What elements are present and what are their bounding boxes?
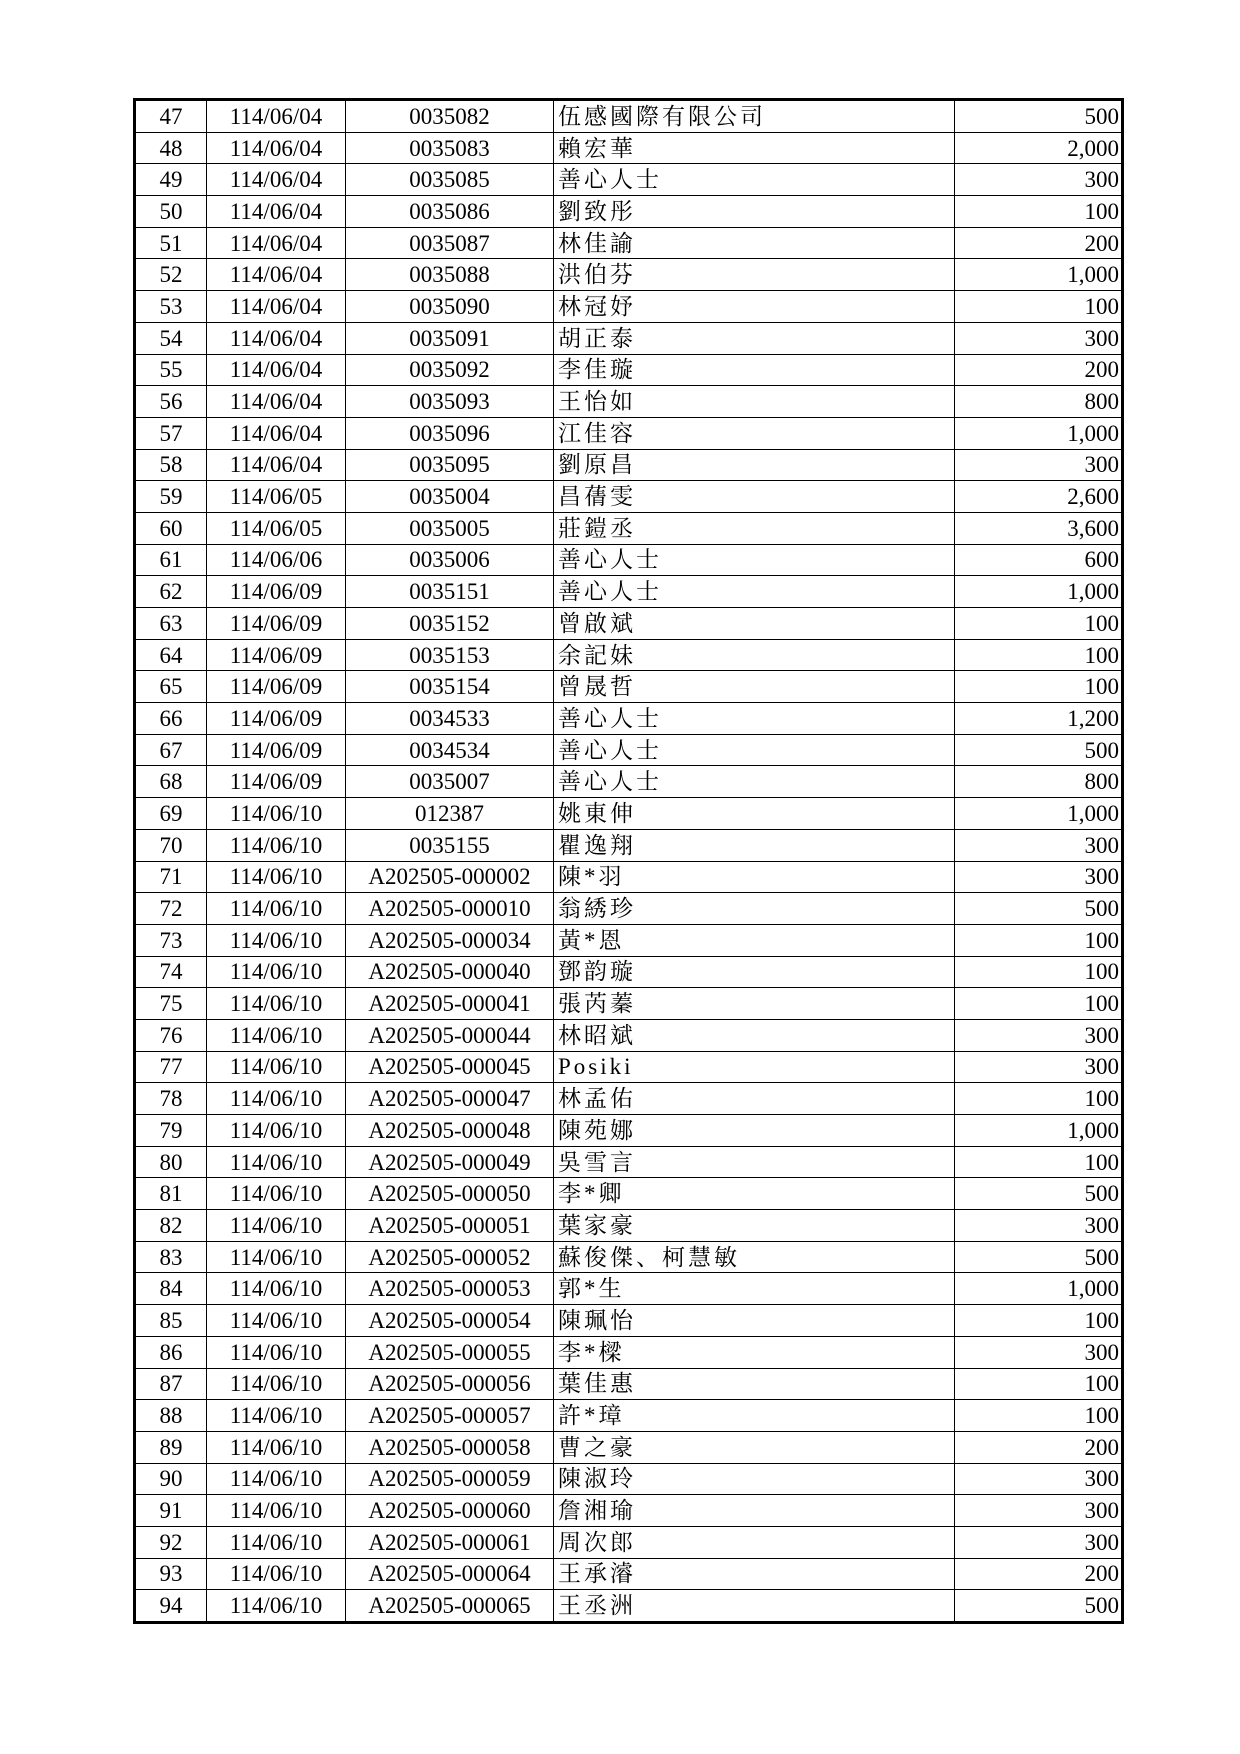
donation-amount: 100 [955,1305,1123,1337]
receipt-number: A202505-000052 [346,1241,554,1273]
donation-date: 114/06/10 [207,1526,346,1558]
row-number: 77 [135,1051,207,1083]
donation-amount: 800 [955,766,1123,798]
row-number: 93 [135,1558,207,1590]
donation-date: 114/06/10 [207,1241,346,1273]
table-row [135,956,1123,988]
row-number: 74 [135,956,207,988]
receipt-number: 0035087 [346,227,554,259]
row-number: 69 [135,798,207,830]
table-row [135,132,1123,164]
donation-date: 114/06/09 [207,608,346,640]
receipt-number: A202505-000040 [346,956,554,988]
donation-date: 114/06/10 [207,1558,346,1590]
donation-date: 114/06/10 [207,1083,346,1115]
receipt-number: A202505-000045 [346,1051,554,1083]
donor-name: 善心人士 [554,734,955,766]
table-row [135,1590,1123,1623]
table-row [135,544,1123,576]
donation-date: 114/06/04 [207,354,346,386]
donor-name: 鄧韵璇 [554,956,955,988]
donation-date: 114/06/10 [207,1146,346,1178]
donation-date: 114/06/10 [207,1590,346,1623]
row-number: 66 [135,703,207,735]
table-row [135,703,1123,735]
donor-name: 林冠妤 [554,291,955,323]
donation-amount: 300 [955,861,1123,893]
donor-name: 曾晟哲 [554,671,955,703]
receipt-number: 0035007 [346,766,554,798]
donation-date: 114/06/09 [207,671,346,703]
receipt-number: A202505-000061 [346,1526,554,1558]
receipt-number: A202505-000041 [346,988,554,1020]
donor-name: 陳苑娜 [554,1115,955,1147]
donor-name: 林孟佑 [554,1083,955,1115]
receipt-number: A202505-000058 [346,1431,554,1463]
donation-date: 114/06/10 [207,1305,346,1337]
donation-amount: 2,600 [955,481,1123,513]
receipt-number: 0035093 [346,386,554,418]
donation-date: 114/06/04 [207,386,346,418]
receipt-number: 0035090 [346,291,554,323]
donor-name: 昌蒨雯 [554,481,955,513]
receipt-number: 0034534 [346,734,554,766]
row-number: 49 [135,164,207,196]
row-number: 80 [135,1146,207,1178]
donation-date: 114/06/10 [207,1273,346,1305]
donor-name: 翁綉珍 [554,893,955,925]
donor-name: 李*卿 [554,1178,955,1210]
row-number: 78 [135,1083,207,1115]
receipt-number: 0035096 [346,417,554,449]
receipt-number: 0035155 [346,829,554,861]
row-number: 57 [135,417,207,449]
donor-name: 姚東伸 [554,798,955,830]
table-row [135,449,1123,481]
donation-amount: 100 [955,1368,1123,1400]
row-number: 61 [135,544,207,576]
receipt-number: A202505-000049 [346,1146,554,1178]
receipt-number: A202505-000047 [346,1083,554,1115]
receipt-number: A202505-000056 [346,1368,554,1400]
receipt-number: 0035085 [346,164,554,196]
table-row [135,1178,1123,1210]
donation-amount: 500 [955,734,1123,766]
row-number: 79 [135,1115,207,1147]
donation-amount: 1,000 [955,1273,1123,1305]
table-row [135,164,1123,196]
donation-date: 114/06/04 [207,449,346,481]
donation-date: 114/06/04 [207,417,346,449]
row-number: 68 [135,766,207,798]
donation-amount: 200 [955,1558,1123,1590]
donation-amount: 300 [955,1210,1123,1242]
donation-amount: 1,000 [955,259,1123,291]
donation-amount: 300 [955,829,1123,861]
table-row [135,1463,1123,1495]
donor-name: 善心人士 [554,703,955,735]
donation-date: 114/06/04 [207,291,346,323]
receipt-number: 0035091 [346,322,554,354]
row-number: 65 [135,671,207,703]
table-row [135,1431,1123,1463]
row-number: 64 [135,639,207,671]
donation-date: 114/06/09 [207,576,346,608]
donation-date: 114/06/10 [207,956,346,988]
table-row [135,1083,1123,1115]
receipt-number: A202505-000002 [346,861,554,893]
donor-name: 林昭斌 [554,1019,955,1051]
table-row [135,639,1123,671]
donation-date: 114/06/10 [207,1336,346,1368]
table-row [135,734,1123,766]
donation-table-body [135,100,1123,1623]
table-row [135,1210,1123,1242]
donation-date: 114/06/09 [207,766,346,798]
table-row [135,386,1123,418]
donor-name: 陳珮怡 [554,1305,955,1337]
donor-name: 善心人士 [554,164,955,196]
donor-name: 胡正泰 [554,322,955,354]
receipt-number: 0035004 [346,481,554,513]
row-number: 70 [135,829,207,861]
donation-amount: 1,000 [955,576,1123,608]
donor-name: 黃*恩 [554,924,955,956]
table-row [135,1305,1123,1337]
table-row [135,1400,1123,1432]
donation-date: 114/06/10 [207,1178,346,1210]
donation-date: 114/06/10 [207,1431,346,1463]
donation-date: 114/06/10 [207,1400,346,1432]
receipt-number: A202505-000055 [346,1336,554,1368]
table-row [135,576,1123,608]
donor-name: 林佳諭 [554,227,955,259]
row-number: 47 [135,100,207,133]
row-number: 53 [135,291,207,323]
receipt-number: 0035083 [346,132,554,164]
table-row [135,766,1123,798]
donation-amount: 100 [955,988,1123,1020]
receipt-number: 0035154 [346,671,554,703]
row-number: 88 [135,1400,207,1432]
row-number: 51 [135,227,207,259]
donor-name: 王怡如 [554,386,955,418]
donation-amount: 200 [955,354,1123,386]
table-row [135,512,1123,544]
donation-amount: 100 [955,924,1123,956]
donation-amount: 300 [955,449,1123,481]
donation-amount: 3,600 [955,512,1123,544]
donor-name: 善心人士 [554,576,955,608]
row-number: 83 [135,1241,207,1273]
receipt-number: A202505-000054 [346,1305,554,1337]
receipt-number: 0035088 [346,259,554,291]
table-row [135,481,1123,513]
donation-amount: 100 [955,956,1123,988]
receipt-number: A202505-000053 [346,1273,554,1305]
donor-name: 王丞洲 [554,1590,955,1623]
donation-amount: 200 [955,227,1123,259]
receipt-number: 0035092 [346,354,554,386]
donation-date: 114/06/10 [207,1463,346,1495]
row-number: 56 [135,386,207,418]
receipt-number: 0035151 [346,576,554,608]
receipt-number: A202505-000048 [346,1115,554,1147]
donor-name: 曹之豪 [554,1431,955,1463]
donation-date: 114/06/04 [207,132,346,164]
donation-amount: 100 [955,608,1123,640]
donation-amount: 100 [955,671,1123,703]
row-number: 60 [135,512,207,544]
receipt-number: A202505-000059 [346,1463,554,1495]
row-number: 73 [135,924,207,956]
table-row [135,1019,1123,1051]
donation-amount: 300 [955,1495,1123,1527]
donation-amount: 500 [955,1241,1123,1273]
donation-amount: 300 [955,1463,1123,1495]
table-row [135,1336,1123,1368]
row-number: 71 [135,861,207,893]
table-row [135,861,1123,893]
table-row [135,196,1123,228]
receipt-number: 0035095 [346,449,554,481]
row-number: 94 [135,1590,207,1623]
row-number: 81 [135,1178,207,1210]
row-number: 76 [135,1019,207,1051]
row-number: 63 [135,608,207,640]
row-number: 67 [135,734,207,766]
donor-name: 葉家豪 [554,1210,955,1242]
row-number: 82 [135,1210,207,1242]
receipt-number: A202505-000065 [346,1590,554,1623]
donor-name: 蘇俊傑、柯慧敏 [554,1241,955,1273]
receipt-number: 012387 [346,798,554,830]
donation-amount: 1,200 [955,703,1123,735]
table-row [135,227,1123,259]
donor-name: 葉佳惠 [554,1368,955,1400]
row-number: 91 [135,1495,207,1527]
donation-date: 114/06/10 [207,1051,346,1083]
table-row [135,1558,1123,1590]
receipt-number: A202505-000010 [346,893,554,925]
donation-date: 114/06/05 [207,481,346,513]
receipt-number: A202505-000051 [346,1210,554,1242]
table-row [135,988,1123,1020]
row-number: 85 [135,1305,207,1337]
donor-name: 陳淑玲 [554,1463,955,1495]
donation-date: 114/06/05 [207,512,346,544]
donor-name: 莊鎧丞 [554,512,955,544]
donation-amount: 1,000 [955,1115,1123,1147]
donation-amount: 100 [955,1400,1123,1432]
row-number: 86 [135,1336,207,1368]
donation-amount: 300 [955,1019,1123,1051]
row-number: 90 [135,1463,207,1495]
donation-date: 114/06/10 [207,1495,346,1527]
donation-date: 114/06/10 [207,861,346,893]
donation-amount: 300 [955,1051,1123,1083]
table-row [135,322,1123,354]
receipt-number: 0035005 [346,512,554,544]
donor-name: 江佳容 [554,417,955,449]
receipt-number: 0035086 [346,196,554,228]
receipt-number: 0035152 [346,608,554,640]
donation-date: 114/06/09 [207,703,346,735]
row-number: 58 [135,449,207,481]
donation-amount: 500 [955,1590,1123,1623]
donor-name: Posiki [554,1051,955,1083]
table-row [135,1115,1123,1147]
table-row [135,924,1123,956]
donation-amount: 300 [955,1526,1123,1558]
table-row [135,354,1123,386]
donation-amount: 300 [955,322,1123,354]
donation-date: 114/06/10 [207,924,346,956]
table-row [135,1368,1123,1400]
donation-date: 114/06/10 [207,798,346,830]
table-row [135,100,1123,133]
donation-amount: 100 [955,291,1123,323]
donation-date: 114/06/10 [207,1368,346,1400]
donor-name: 張芮蓁 [554,988,955,1020]
donor-name: 洪伯芬 [554,259,955,291]
donation-amount: 300 [955,1336,1123,1368]
donation-amount: 500 [955,1178,1123,1210]
donor-name: 陳*羽 [554,861,955,893]
row-number: 55 [135,354,207,386]
receipt-number: A202505-000064 [346,1558,554,1590]
receipt-number: A202505-000034 [346,924,554,956]
row-number: 50 [135,196,207,228]
donor-name: 善心人士 [554,544,955,576]
row-number: 75 [135,988,207,1020]
donor-name: 吳雪言 [554,1146,955,1178]
row-number: 62 [135,576,207,608]
receipt-number: 0035153 [346,639,554,671]
row-number: 84 [135,1273,207,1305]
donor-name: 曾啟斌 [554,608,955,640]
row-number: 72 [135,893,207,925]
table-row [135,671,1123,703]
donation-date: 114/06/04 [207,259,346,291]
row-number: 48 [135,132,207,164]
donation-amount: 800 [955,386,1123,418]
donation-date: 114/06/10 [207,1210,346,1242]
receipt-number: 0035006 [346,544,554,576]
table-row [135,829,1123,861]
row-number: 92 [135,1526,207,1558]
donation-date: 114/06/09 [207,639,346,671]
donation-date: 114/06/10 [207,829,346,861]
receipt-number: 0034533 [346,703,554,735]
receipt-number: A202505-000060 [346,1495,554,1527]
donor-name: 劉致彤 [554,196,955,228]
donation-date: 114/06/10 [207,1115,346,1147]
donor-name: 瞿逸翔 [554,829,955,861]
table-row [135,608,1123,640]
receipt-number: 0035082 [346,100,554,133]
donation-date: 114/06/10 [207,893,346,925]
table-row [135,1526,1123,1558]
donation-date: 114/06/04 [207,100,346,133]
row-number: 52 [135,259,207,291]
donation-amount: 200 [955,1431,1123,1463]
donor-name: 王承濬 [554,1558,955,1590]
donor-name: 詹湘瑜 [554,1495,955,1527]
donor-name: 李*樑 [554,1336,955,1368]
row-number: 59 [135,481,207,513]
donor-name: 郭*生 [554,1273,955,1305]
table-row [135,417,1123,449]
donor-name: 伍感國際有限公司 [554,100,955,133]
receipt-number: A202505-000057 [346,1400,554,1432]
receipt-number: A202505-000044 [346,1019,554,1051]
donor-name: 周次郎 [554,1526,955,1558]
table-row [135,1051,1123,1083]
donation-amount: 2,000 [955,132,1123,164]
row-number: 87 [135,1368,207,1400]
table-row [135,1146,1123,1178]
donor-name: 李佳璇 [554,354,955,386]
donation-date: 114/06/10 [207,988,346,1020]
receipt-number: A202505-000050 [346,1178,554,1210]
donation-date: 114/06/10 [207,1019,346,1051]
donor-name: 善心人士 [554,766,955,798]
table-row [135,291,1123,323]
donation-amount: 1,000 [955,417,1123,449]
donation-amount: 600 [955,544,1123,576]
table-row [135,1241,1123,1273]
row-number: 89 [135,1431,207,1463]
table-row [135,1273,1123,1305]
table-row [135,259,1123,291]
donation-amount: 100 [955,639,1123,671]
donation-date: 114/06/04 [207,227,346,259]
donation-amount: 100 [955,1083,1123,1115]
donor-name: 劉原昌 [554,449,955,481]
table-row [135,798,1123,830]
donation-amount: 100 [955,1146,1123,1178]
donation-date: 114/06/04 [207,196,346,228]
donation-date: 114/06/04 [207,164,346,196]
donation-amount: 1,000 [955,798,1123,830]
donation-amount: 500 [955,893,1123,925]
donation-amount: 300 [955,164,1123,196]
table-row [135,1495,1123,1527]
row-number: 54 [135,322,207,354]
donor-name: 賴宏華 [554,132,955,164]
donation-date: 114/06/06 [207,544,346,576]
donor-name: 余記妹 [554,639,955,671]
donor-name: 許*璋 [554,1400,955,1432]
table-row [135,893,1123,925]
donation-date: 114/06/04 [207,322,346,354]
donation-amount: 100 [955,196,1123,228]
donation-amount: 500 [955,100,1123,133]
donation-table [133,98,1124,1624]
donation-date: 114/06/09 [207,734,346,766]
